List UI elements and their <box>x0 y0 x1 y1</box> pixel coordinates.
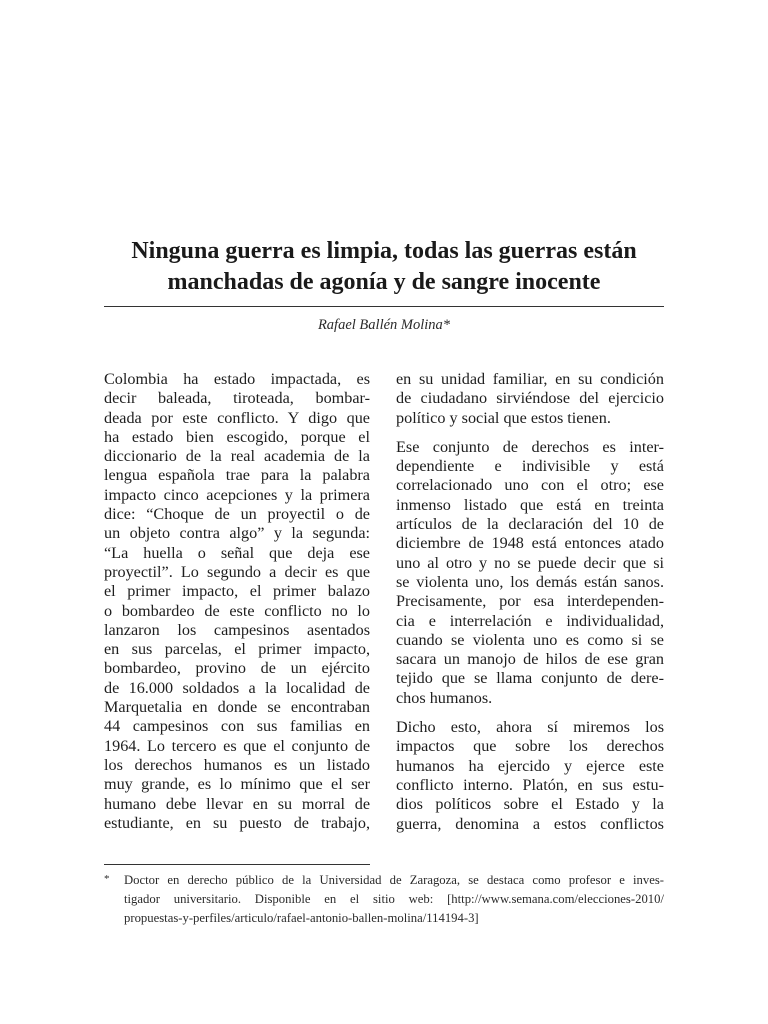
author-byline: Rafael Ballén Molina* <box>317 317 451 333</box>
text-line: uno al otro y no se puede decir que si <box>396 553 664 572</box>
text-line: Dicho esto, ahora sí miremos los <box>396 718 664 737</box>
footnote-divider <box>104 864 370 865</box>
text-line: proyectil”. Lo segundo a decir es que <box>104 562 370 581</box>
text-line: bombardeo, provino de un ejército <box>104 659 370 678</box>
text-line: los derechos humanos es un listado <box>104 755 370 774</box>
text-line: cia e interrelación e individualidad, <box>396 611 664 630</box>
text-line: ha estado bien escogido, porque el <box>104 427 370 446</box>
text-line: 44 campesinos con sus familias en <box>104 717 370 736</box>
text-line: dice: “Choque de un proyectil o de <box>104 505 370 524</box>
text-line: el primer impacto, el primer balazo <box>104 582 370 601</box>
text-line: “La huella o señal que deja ese <box>104 543 370 562</box>
text-line: diciembre de 1948 está entonces atado <box>396 534 664 553</box>
text-line: de ciudadano sirviéndose del ejercicio <box>396 389 664 408</box>
text-line: tejido que se llama conjunto de dere- <box>396 669 664 688</box>
title-line-2: manchadas de agonía y de sangre inocente <box>167 269 601 295</box>
text-line: Marquetalia en donde se encontraban <box>104 698 370 717</box>
title-divider <box>104 306 664 307</box>
text-line: correlacionado uno con el otro; ese <box>396 476 664 495</box>
paragraph <box>396 718 664 834</box>
text-line: Precisamente, por esa interdependen- <box>396 592 664 611</box>
text-line: deada por este conflicto. Y digo que <box>104 408 370 427</box>
footnote-marker: * <box>104 873 110 885</box>
text-line: lengua española trae para la palabra <box>104 466 370 485</box>
text-line: en sus parcelas, el primer impacto, <box>104 640 370 659</box>
text-line: político y social que estos tienen. <box>396 408 611 427</box>
footnote-text <box>124 871 664 928</box>
title-line-1: Ninguna guerra es limpia, todas las guerras están <box>131 238 637 264</box>
text-line: sacara un manojo de hilos de ese gran <box>396 650 664 669</box>
text-line: se violenta uno, los demás están sanos. <box>396 572 664 591</box>
text-line: dios políticos sobre el Estado y la <box>396 795 664 814</box>
text-line: de 16.000 soldados a la localidad de <box>104 678 370 697</box>
text-line: impacto cinco acepciones y la primera <box>104 485 370 504</box>
text-line: chos humanos. <box>396 688 493 707</box>
text-line: humanos ha ejercido y ejerce este <box>396 756 664 775</box>
text-line: conflicto interno. Platón, en sus estu- <box>396 775 664 794</box>
text-line: dependiente e indivisible y está <box>396 457 664 476</box>
text-line: inmenso listado que está en treinta <box>396 495 664 514</box>
text-line: humano debe llevar en su morral de <box>104 794 370 813</box>
text-line: tigador universitario. Disponible en el sitio web: [http://www.semana.com/elecciones-2010/ <box>124 892 664 906</box>
text-line: muy grande, es lo mínimo que el ser <box>104 775 370 794</box>
text-line: en su unidad familiar, en su condición <box>396 370 664 388</box>
text-line: propuestas-y-perfiles/articulo/rafael-antonio-ballen-molina/114194-3] <box>124 911 479 925</box>
text-line: decir baleada, tiroteada, bombar- <box>104 389 370 408</box>
right-column <box>396 370 664 834</box>
text-line: Colombia ha estado impactada, es <box>104 370 370 388</box>
text-line: 1964. Lo tercero es que el conjunto de <box>104 736 370 755</box>
article-title <box>104 236 664 298</box>
paragraph <box>396 438 664 708</box>
paragraph <box>104 370 370 833</box>
paragraph <box>396 370 664 428</box>
text-line: artículos de la declaración del 10 de <box>396 515 664 534</box>
text-line: diccionario de la real academia de la <box>104 447 370 466</box>
left-column <box>104 370 370 833</box>
text-line: estudiante, en su puesto de trabajo, <box>104 813 370 832</box>
text-line: o bombardeo de este conflicto no lo <box>104 601 370 620</box>
text-line: impactos que sobre los derechos <box>396 737 664 756</box>
text-line: lanzaron los campesinos asentados <box>104 620 370 639</box>
text-line: guerra, denomina a estos conflictos <box>396 814 664 833</box>
text-line: Doctor en derecho público de la Universidad de Zaragoza, se destaca como profesor e inves- <box>124 873 664 887</box>
text-line: un objeto contra algo” y la segunda: <box>104 524 370 543</box>
text-line: cuando se violenta uno es como si se <box>396 630 664 649</box>
text-line: Ese conjunto de derechos es inter- <box>396 437 664 456</box>
